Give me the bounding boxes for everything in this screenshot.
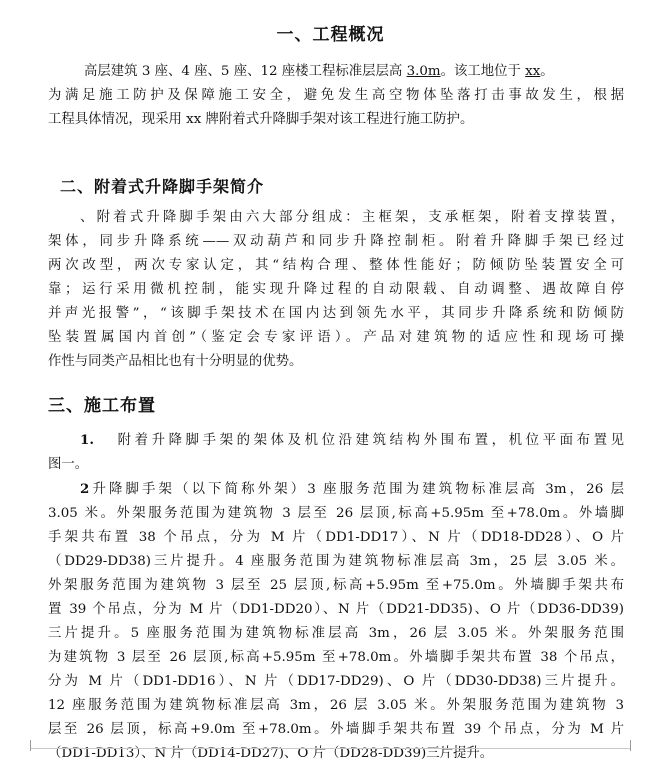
overview-line-2: 为满足施工防护及保障施工安全，避免发生高空物体坠落打击事故发生，根据 bbox=[48, 88, 624, 103]
layout-item-2-line-1: 2升降脚手架（以下简称外架）3 座服务范围为建筑物标准层高 3m，26 层 bbox=[80, 481, 624, 497]
layout-line: 层至 26 层顶，标高+9.0m 至+78.0m。外墙脚手架共布置 39 个吊点，分为 M 片 bbox=[48, 722, 624, 737]
layout-line: 外架服务范围为建筑物 3 层至 25 层顶,标高+5.95m 至+75.0m。外墙脚手架共布 bbox=[48, 578, 624, 593]
layout-line: 12 座服务范围为建筑物标准层高 3m，26 层 3.05 米。外架服务范围为建筑物 3 bbox=[48, 698, 624, 713]
heading-construction-layout: 三、施工布置 bbox=[48, 396, 156, 416]
paragraph-construction-layout bbox=[48, 428, 624, 766]
layout-line: 三片提升。5 座服务范围为建筑物标准层高 3m，26 层 3.05 米。外架服务范围 bbox=[48, 626, 624, 641]
margin-corner-mark-left bbox=[30, 740, 31, 751]
paragraph-project-overview bbox=[48, 60, 624, 132]
intro-line: 、附着式升降脚手架由六大部分组成：主框架，支承框架，附着支撑装置， bbox=[80, 210, 624, 225]
intro-line: 作性与同类产品相比也有十分明显的优势。 bbox=[48, 354, 303, 369]
layout-line: （DD29-DD38)三片提升。4 座服务范围为建筑物标准层高 3m，25 层 3.05 米。 bbox=[48, 554, 624, 569]
overview-line-1: 高层建筑 3 座、4 座、5 座、12 座楼工程标准层层高 3.0m。该工地位于 xx。 bbox=[84, 64, 554, 79]
layout-line: 手架共布置 38 个吊点，分为 M 片（DD1-DD17）、N 片（DD18-DD28）、O 片 bbox=[48, 530, 624, 545]
intro-line: 并声光报警”，“该脚手架技术在国内达到领先水平，其同步升降系统和防倾防 bbox=[48, 306, 624, 321]
intro-line: 两次改型，两次专家认定，其“结构合理、整体性能好；防倾防坠装置安全可 bbox=[48, 258, 624, 273]
layout-line: 3.05 米。外架服务范围为建筑物 3 层至 26 层顶,标高+5.95m 至+78.0m。外墙脚 bbox=[48, 506, 624, 521]
overview-line-3: 工程具体情况，现采用 xx 牌附着式升降脚手架对该工程进行施工防护。 bbox=[48, 112, 474, 127]
layout-line: 分为 M 片（DD1-DD16）、N 片（DD17-DD29)、O 片（DD30-DD38)三片提升。 bbox=[48, 674, 624, 689]
heading-scaffold-intro: 二、附着式升降脚手架简介 bbox=[60, 177, 265, 196]
layout-line: （DD1-DD13）、N 片（DD14-DD27)、O 片（DD28-DD39)三片提升。 bbox=[48, 746, 494, 761]
intro-line: 靠；运行采用微机控制，能实现升降过程的自动限载、自动调整、遇故障自停 bbox=[48, 282, 624, 297]
intro-line: 架体，同步升降系统——双动葫芦和同步升降控制柜。附着升降脚手架已经过 bbox=[48, 234, 624, 249]
heading-project-overview: 一、工程概况 bbox=[276, 25, 385, 45]
intro-line: 坠装置属国内首创”（鉴定会专家评语）。产品对建筑物的适应性和现场可操 bbox=[48, 330, 624, 345]
page-bottom-rule bbox=[30, 748, 631, 749]
layout-item-1-line-2: 图一。 bbox=[48, 457, 89, 472]
layout-item-1-line-1: 1. 附着升降脚手架的架体及机位沿建筑结构外围布置，机位平面布置见 bbox=[80, 432, 624, 448]
paragraph-scaffold-intro bbox=[48, 206, 624, 374]
layout-line: 为建筑物 3 层至 26 层顶,标高+5.95m 至+78.0m。外墙脚手架共布置 38 个吊点， bbox=[48, 650, 624, 665]
margin-corner-mark-right bbox=[630, 740, 631, 751]
layout-line: 置 39 个吊点，分为 M 片（DD1-DD20）、N 片（DD21-DD35)、O 片（DD36-DD39) bbox=[48, 602, 624, 617]
